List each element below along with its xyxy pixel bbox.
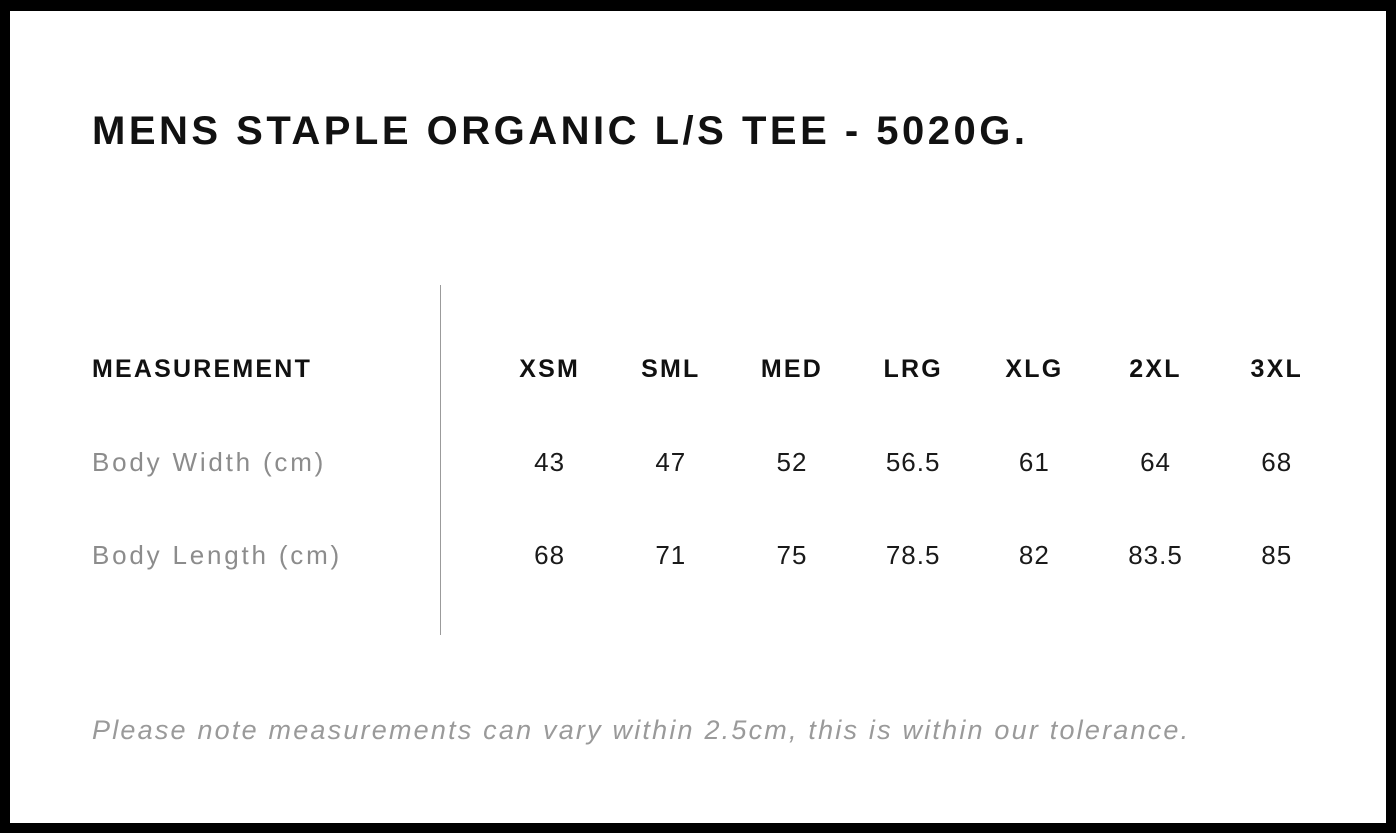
body-width-lrg: 56.5 (885, 447, 941, 477)
column-header-xlg: XLG (1005, 355, 1064, 383)
body-length-sml: 71 (655, 540, 687, 570)
body-width-3xl: 68 (1261, 447, 1293, 477)
column-header-lrg: LRG (883, 355, 943, 383)
body-width-med: 52 (776, 447, 808, 477)
body-width-2xl: 64 (1140, 447, 1171, 477)
column-header-xsm: XSM (519, 355, 580, 383)
body-length-2xl: 83.5 (1128, 540, 1183, 570)
body-width-sml: 47 (655, 447, 687, 477)
row-label-body-length: Body Length (cm) (92, 540, 343, 570)
column-header-sml: SML (641, 355, 701, 383)
body-length-xlg: 82 (1018, 540, 1050, 570)
body-width-xsm: 43 (534, 447, 566, 477)
body-width-xlg: 61 (1018, 447, 1050, 477)
row-label-body-width: Body Width (cm) (92, 447, 327, 477)
tolerance-note: Please note measurements can vary within 2.5cm, this is within our tolerance. (92, 715, 1191, 745)
column-header-med: MED (760, 355, 824, 383)
page-title: MENS STAPLE ORGANIC L/S TEE - 5020G. (92, 109, 1029, 153)
body-length-xsm: 68 (534, 540, 566, 570)
size-guide-sheet (10, 11, 1386, 823)
column-header-2xl: 2XL (1129, 355, 1182, 383)
body-length-lrg: 78.5 (885, 540, 941, 570)
size-chart-table (92, 323, 1338, 602)
body-length-3xl: 85 (1261, 540, 1293, 570)
body-length-med: 75 (776, 540, 808, 570)
column-header-3xl: 3XL (1250, 355, 1303, 383)
column-header-measurement: MEASUREMENT (92, 355, 313, 383)
